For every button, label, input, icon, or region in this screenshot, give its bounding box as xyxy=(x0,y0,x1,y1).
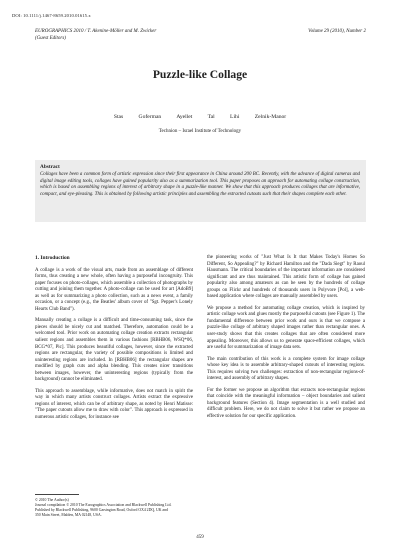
paragraph: the pioneering works of "Just What Is It that Makes Today's Homes So Different, So Appealing?" by Richard Hamilton and the "Dada Siegt" by Raoul Hausmann. The critical boundaries of the important information are considered significant and are thus maintained. This artistic form of collage has gained popularity also among amateurs as can be seen by the hundreds of collage groups on Flickr and hundreds of thousands users in Polyvore [Pol], a web-based application where collages are manually assembled by users. xyxy=(207,255,365,300)
author-name: Stas Goferman xyxy=(113,114,162,120)
footnote-line: © 2010 The Author(s) xyxy=(35,498,69,502)
venue-line1: EUROGRAPHICS 2010 / T. Akenine-Möller and M. Zwicker xyxy=(35,29,157,34)
venue-line2: (Guest Editors) xyxy=(35,35,66,41)
footnote-line: Journal compilation © 2010 The Eurographics Association and Blackwell Publishing Ltd. xyxy=(35,503,172,507)
paragraph: For the former we propose an algorithm that extracts non-rectangular regions that coincide with the meaningful information – object boundaries and salient background features (Section 4). Image segmentation is a well studied and difficult problem. Here, we do not claim to solve it but rather we propose an effective solution for our specific application. xyxy=(207,387,365,420)
abstract-text: Collages have been a common form of artistic expression since their first appearance in China around 200 BC. Recently, with the advance of digital cameras and digital image editing tools, collages have gained popularity also as a summarization tool. This paper proposes an approach for automating collage construction, which is based on assembling regions of interest of arbitrary shape in a puzzle-like manner. We show that this approach produces collages that are informative, compact, and eye-pleasing. This is obtained by following artistic principles and assembling the extracted cutouts such that their shapes complete each other. xyxy=(40,172,360,197)
author-list xyxy=(0,114,400,120)
paragraph: Manually creating a collage is a difficult and time-consuming task, since the pieces should be nicely cut and matched. Therefore, automation could be a welcomed tool. Prior work on automating collage creation extracts rectangular salient regions and assembles them in various fashions [RBHB06, WSQ*06, BCG*07, Pic]. This produces beautiful collages, however, since the extracted regions are rectangular, the variety of possible compositions is limited and uninteresting regions are included. In [RBHB06] the rectangular shapes are modified by graph cuts and alpha blending. This creates nicer transitions between images, however, the uninteresting regions (typically from the background) cannot be eliminated. xyxy=(35,318,193,383)
paragraph: A collage is a work of the visual arts, made from an assemblage of different forms, thus creating a new whole, often having a purposeful incongruity. This paper focuses on photo-collages, which assemble a collection of photographs by cutting and joining them together. A photo-collage can be used for art [AdoB9] as well as for summarizing a photo collection, such as a news event, a family occasion, or a concept (e.g., the Beatles' album cover of "Sgt. Pepper's Lonely Hearts Club Band"). xyxy=(35,267,193,312)
copyright-footnote xyxy=(35,498,195,518)
right-column xyxy=(207,255,365,426)
doi-line: DOI: 10.1111/j.1467-8659.2010.01615.x xyxy=(12,13,91,18)
abstract-box xyxy=(35,160,366,222)
footnote-rule xyxy=(35,494,79,495)
paragraph: The main contribution of this work is a complete system for image collage whose key idea is to assemble arbitrary-shaped cutouts of interesting regions. This requires solving two challenges: extraction of non-rectangular regions-of-interest, and assembly of arbitrary shapes. xyxy=(207,356,365,382)
page-number: 459 xyxy=(196,535,204,540)
paragraph: We propose a method for automating collage creation, which is inspired by artistic collage work and glues mostly the purposeful cutouts (see Figure 1). The fundamental difference between prior work and ours is that we compose a puzzle-like collage of arbitrary shaped images rather than rectangular ones. A user-study shows that this creates collages that are often considered more appealing. Moreover, this allows us to generate space-efficient collages, which are useful for summarization of image data sets. xyxy=(207,305,365,351)
affiliation: Technion – Israel Institute of Technology xyxy=(158,129,242,134)
footnote-line: 350 Main Street, Malden, MA 02148, USA. xyxy=(35,513,102,517)
footnote-line: Published by Blackwell Publishing, 9600 Garsington Road, Oxford OX4 2DQ, UK and xyxy=(35,508,168,512)
paper-title: Puzzle-like Collage xyxy=(152,68,248,81)
abstract-heading: Abstract xyxy=(40,164,60,170)
author-name: Lihi Zelnik-Manor xyxy=(230,114,287,120)
author-name: Ayellet Tal xyxy=(176,114,215,120)
venue-block xyxy=(35,29,156,42)
section-heading: 1. Introduction xyxy=(35,255,70,261)
left-column xyxy=(35,255,193,427)
paragraph: This approach to assemblage, while informative, does not match in spirit the way in which many artists construct collages. Artists extract the expressive regions of interest, which can be of arbitrary shape, as noted by Henri Matisse: "The paper cutouts allow me to draw with color". This approach is expressed in numerous artistic collages, for instance see xyxy=(35,388,193,421)
volume-line: Volume 29 (2010), Number 2 xyxy=(308,29,366,34)
